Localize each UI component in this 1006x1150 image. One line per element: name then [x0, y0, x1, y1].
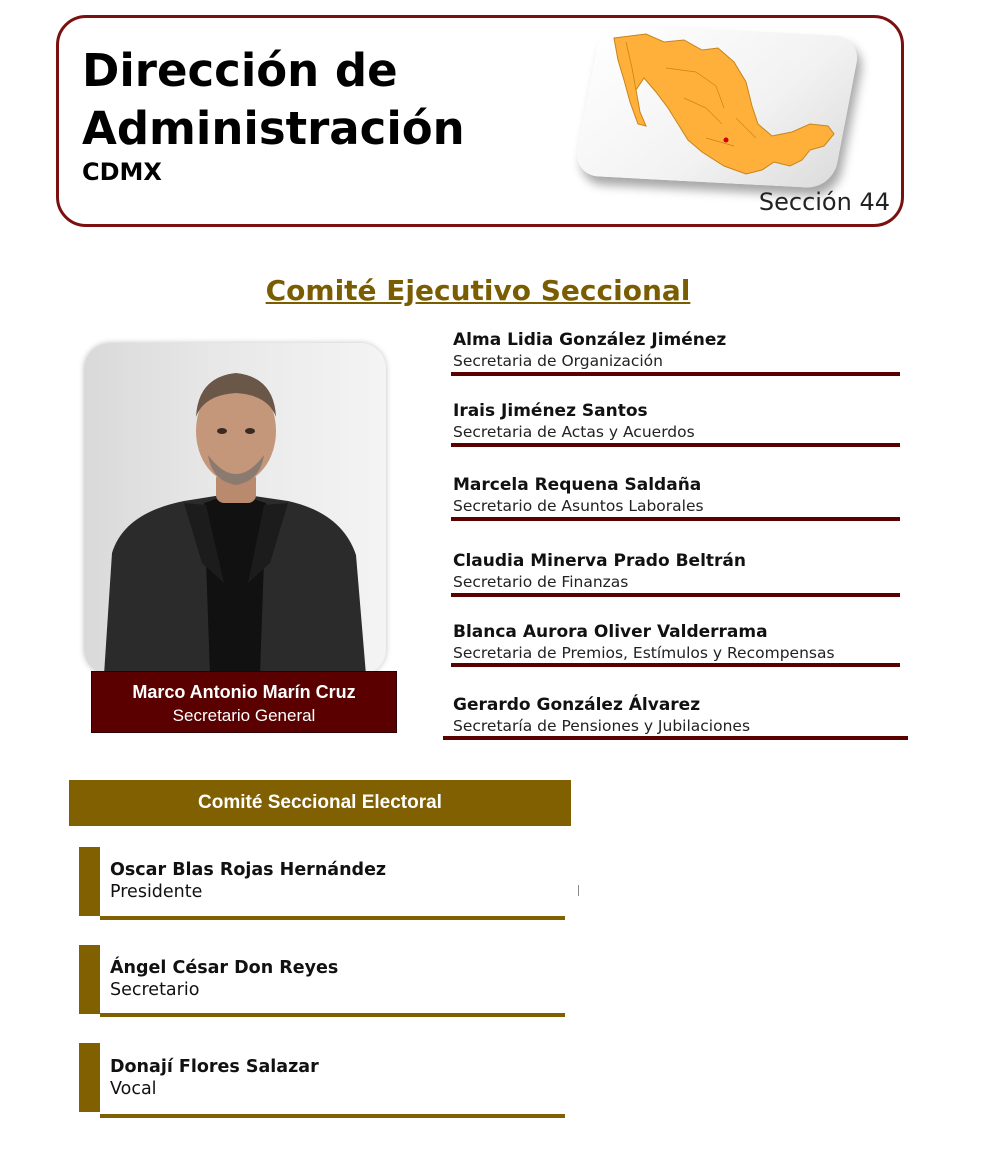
- mexico-map-icon: [606, 28, 846, 188]
- member-divider: [443, 736, 908, 740]
- electoral-member-name: Donají Flores Salazar: [110, 1057, 319, 1077]
- member-divider: [451, 372, 900, 376]
- member-role: Secretaria de Organización: [453, 352, 663, 370]
- member-divider: [451, 663, 900, 667]
- electoral-member-name: Oscar Blas Rojas Hernández: [110, 860, 387, 880]
- member-divider: [100, 1114, 565, 1118]
- page-subtitle: CDMX: [82, 158, 162, 186]
- page-title-line1: Dirección de: [82, 44, 398, 97]
- leader-name-box: [91, 671, 397, 733]
- member-name: Gerardo González Álvarez: [453, 695, 701, 715]
- member-divider: [451, 593, 900, 597]
- page-title-line2: Administración: [82, 102, 465, 155]
- electoral-committee-banner: Comité Seccional Electoral: [69, 780, 571, 826]
- member-divider: [451, 443, 900, 447]
- executive-member: [453, 550, 900, 592]
- electoral-member-name: Ángel César Don Reyes: [110, 958, 339, 978]
- section-label: Sección 44: [758, 188, 890, 216]
- member-role: Secretario de Finanzas: [453, 573, 629, 591]
- member-role: Secretaria de Actas y Acuerdos: [453, 423, 695, 441]
- member-name: Irais Jiménez Santos: [453, 401, 648, 421]
- executive-member: [453, 474, 900, 516]
- member-role: Secretaría de Pensiones y Jubilaciones: [453, 717, 751, 735]
- leader-name: Marco Antonio Marín Cruz: [132, 682, 356, 702]
- leader-role: Secretario General: [172, 706, 316, 725]
- electoral-member-role: Secretario: [110, 980, 200, 1000]
- member-name: Blanca Aurora Oliver Valderrama: [453, 622, 768, 642]
- electoral-member-role: Presidente: [110, 882, 203, 902]
- member-name: Marcela Requena Saldaña: [453, 475, 702, 495]
- member-role: Secretaria de Premios, Estímulos y Recompensas: [453, 644, 835, 662]
- member-divider: [100, 916, 565, 920]
- leader-photo: [84, 343, 386, 675]
- member-divider: [100, 1013, 565, 1017]
- member-name: Claudia Minerva Prado Beltrán: [453, 551, 746, 571]
- member-accent-bar: [79, 847, 100, 916]
- member-accent-bar: [79, 945, 100, 1014]
- executive-member: [453, 694, 900, 736]
- member-name: Alma Lidia González Jiménez: [453, 330, 727, 350]
- member-role: Secretario de Asuntos Laborales: [453, 497, 704, 515]
- executive-member: [453, 400, 900, 442]
- divider-tick: [578, 885, 579, 896]
- member-accent-bar: [79, 1043, 100, 1112]
- executive-committee-heading: Comité Ejecutivo Seccional: [265, 274, 691, 307]
- person-photo-icon: [84, 343, 386, 675]
- executive-member: [453, 621, 900, 663]
- executive-member: [453, 329, 900, 371]
- member-divider: [451, 517, 900, 521]
- electoral-member-role: Vocal: [110, 1079, 157, 1099]
